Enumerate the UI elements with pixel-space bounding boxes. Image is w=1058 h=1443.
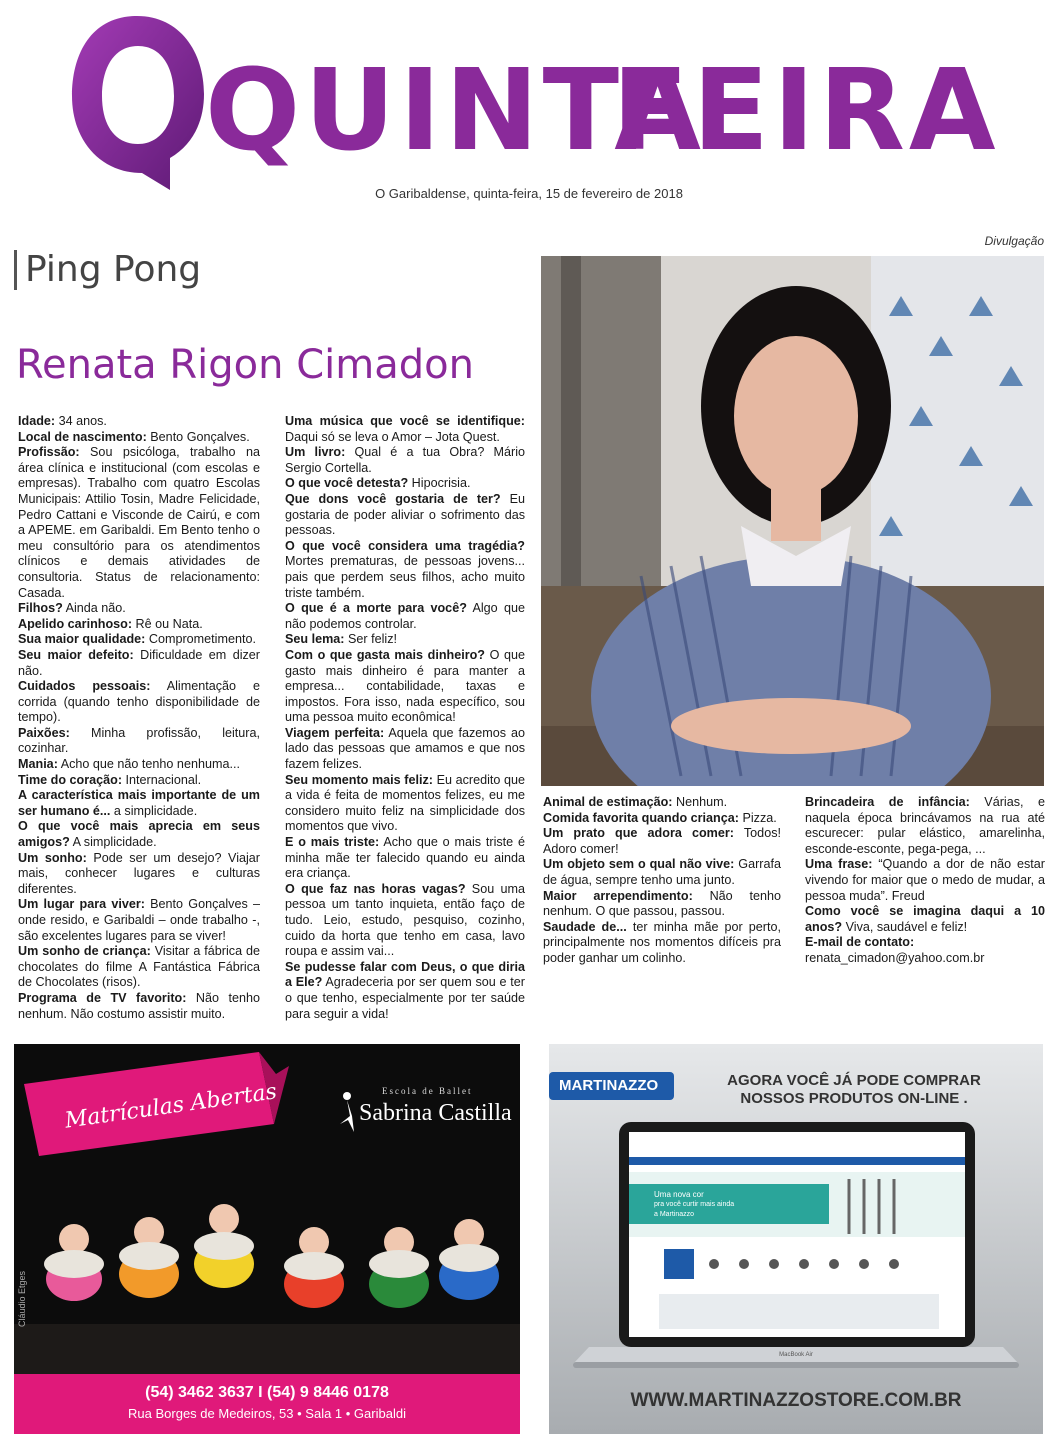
qa-question: Saudade de... bbox=[543, 919, 627, 934]
qa-answer: Todos! Adoro comer! bbox=[543, 826, 781, 856]
qa-answer: Não tenho nenhum. O que passou, passou. bbox=[543, 888, 781, 919]
section-title: Ping Pong bbox=[14, 250, 201, 290]
qa-question: Seu maior defeito: bbox=[18, 647, 134, 662]
qa-question: E-mail de contato: bbox=[805, 935, 915, 950]
qa-answer: O que gasto mais dinheiro é para manter a empresa... contabilidade, taxas e impostos. Fora isso, nada específico, sou uma pessoa muito econômica! bbox=[285, 647, 525, 725]
qa-question: Time do coração: bbox=[18, 772, 123, 787]
article-column-4 bbox=[805, 795, 1045, 967]
martinazzo-url-link[interactable]: WWW.MARTINAZZOSTORE.COM.BR bbox=[630, 1390, 962, 1411]
qa-answer: Algo que não podemos controlar. bbox=[285, 601, 525, 631]
qa-question: Programa de TV favorito: bbox=[18, 990, 187, 1005]
article-column-2 bbox=[285, 414, 525, 1022]
article-column-3 bbox=[543, 795, 781, 967]
qa-answer: Mortes prematuras, de pessoas jovens... pais que perdem seus filhos, acho muito triste também. bbox=[285, 554, 525, 600]
martinazzo-brand: MARTINAZZO bbox=[559, 1077, 659, 1094]
qa-question: Filhos? bbox=[18, 601, 63, 616]
qa-question: Maior arrependimento: bbox=[543, 888, 693, 903]
ballet-ad-school-small: Escola de Ballet bbox=[382, 1086, 473, 1096]
ballet-ad-school-name: Sabrina Castilla bbox=[359, 1100, 512, 1126]
qa-question: Um sonho: bbox=[18, 850, 87, 865]
qa-question: O que você considera uma tragédia? bbox=[285, 538, 525, 553]
qa-answer: Alimentação e corrida (quando tenho disponibilidade de tempo). bbox=[18, 679, 260, 725]
qa-answer: Acho que não tenho nenhuma... bbox=[57, 757, 240, 772]
qa-question: Um lugar para viver: bbox=[18, 897, 145, 912]
qa-answer: Agradeceria por ser quem sou e ter o que tenho, especialmente por ter saúde para seguir a vida! bbox=[285, 975, 525, 1021]
qa-question: Idade: bbox=[18, 414, 56, 428]
qa-answer: Sou psicóloga, trabalho na área clínica e institucional (com escolas e empresas). Trabalho com quatro Escolas Municipais: Attilio Tosin, Madre Felicidade, Pedro Cattani e Visconde de Cairú, e com a APEME. em Garibaldi. Em Bento tenho o meu consultório para os atendimentos clínicos e demais atividades de consultoria. Status de relacionamento: Casada. bbox=[18, 445, 260, 600]
qa-question: Se pudesse falar com Deus, o que diria a Ele? bbox=[285, 959, 525, 990]
qa-answer: Eu gostaria de poder aliviar o sofrimento das pessoas. bbox=[285, 491, 525, 538]
qa-question: Sua maior qualidade: bbox=[18, 632, 146, 647]
qa-question: Profissão: bbox=[18, 445, 80, 460]
ballet-ad-photo-credit: Cláudio Etges bbox=[17, 1270, 28, 1328]
qa-question: Um sonho de criança: bbox=[18, 944, 151, 959]
ballet-ad-banner: Matrículas Abertas bbox=[63, 1079, 279, 1134]
qa-question: Animal de estimação: bbox=[543, 795, 673, 809]
qa-answer: Internacional. bbox=[122, 772, 202, 787]
qa-answer: Rê ou Nata. bbox=[132, 616, 203, 631]
qa-answer: Ainda não. bbox=[62, 601, 126, 616]
masthead-word-feira: FEIRA bbox=[612, 46, 1000, 176]
interviewee-photo bbox=[541, 256, 1044, 786]
martinazzo-headline-1: AGORA VOCÊ JÁ PODE COMPRAR bbox=[727, 1072, 981, 1089]
qa-answer: a simplicidade. bbox=[110, 803, 198, 818]
contact-email[interactable]: renata_cimadon@yahoo.com.br bbox=[805, 950, 985, 965]
article-column-1 bbox=[18, 414, 260, 1022]
qa-answer: ter minha mãe por perto, principalmente nos momentos difíceis pra poder ganhar um colinho. bbox=[543, 919, 782, 965]
ballet-ad-phones[interactable]: (54) 3462 3637 I (54) 9 8446 0178 bbox=[145, 1384, 389, 1401]
qa-answer: 34 anos. bbox=[55, 414, 107, 428]
qa-answer: Nenhum. bbox=[672, 795, 728, 809]
qa-answer: Minha profissão, leitura, cozinhar. bbox=[18, 725, 260, 756]
qa-question: Comida favorita quando criança: bbox=[543, 810, 739, 825]
qa-question: Apelido carinhoso: bbox=[18, 616, 133, 631]
qa-answer: Qual é a tua Obra? Mário Sergio Cortella. bbox=[285, 445, 525, 475]
qa-answer: Pizza. bbox=[738, 810, 777, 825]
qa-question: Local de nascimento: bbox=[18, 429, 147, 444]
qa-answer: Acho que o mais triste é minha mãe ter falecido quando eu ainda era criança. bbox=[285, 835, 525, 881]
qa-question: Que dons você gostaria de ter? bbox=[285, 491, 501, 506]
qa-answer: Visitar a fábrica de chocolates do filme A Fantástica Fábrica de Chocolates (risos). bbox=[18, 944, 260, 990]
masthead bbox=[0, 0, 1058, 215]
qa-question: Um livro: bbox=[285, 445, 346, 460]
martinazzo-screen-slogan-3: a Martinazzo bbox=[654, 1211, 695, 1218]
qa-answer: Não tenho nenhum. Não costumo assistir muito. bbox=[18, 990, 260, 1021]
qa-question: O que faz nas horas vagas? bbox=[285, 881, 466, 896]
masthead-word-quinta: QUINTA bbox=[205, 46, 705, 176]
qa-question: Mania: bbox=[18, 757, 58, 772]
qa-answer: Hipocrisia. bbox=[408, 476, 471, 491]
martinazzo-laptop-label: MacBook Air bbox=[779, 1352, 813, 1358]
qa-question: O que você detesta? bbox=[285, 476, 409, 491]
qa-question: Seu momento mais feliz: bbox=[285, 772, 433, 787]
qa-answer: Garrafa de água, sempre tenho uma junto. bbox=[543, 857, 781, 887]
dateline: O Garibaldense, quinta-feira, 15 de fevereiro de 2018 bbox=[375, 186, 683, 201]
qa-question: O que é a morte para você? bbox=[285, 601, 467, 616]
qa-answer: Viva, saudável e feliz! bbox=[842, 919, 968, 934]
qa-answer: Bento Gonçalves. bbox=[146, 429, 250, 444]
qa-question: O que você mais aprecia em seus amigos? bbox=[18, 819, 260, 850]
interviewee-name: Renata Rigon Cimadon bbox=[16, 342, 474, 388]
qa-answer: Eu acredito que a vida é feita de momentos felizes, eu me considero muito feliz na simplicidade dos momentos que vivo. bbox=[285, 772, 525, 834]
martinazzo-screen-slogan-2: pra você curtir mais ainda bbox=[654, 1201, 735, 1208]
qa-question: Paixões: bbox=[18, 725, 70, 740]
qa-answer: “Quando a dor de não estar vivendo for maior que o medo de mudar, a pessoa muda”. Freud bbox=[805, 857, 1045, 903]
martinazzo-headline-2: NOSSOS PRODUTOS ON-LINE . bbox=[740, 1090, 968, 1107]
qa-answer: Daqui só se leva o Amor – Jota Quest. bbox=[285, 429, 500, 444]
qa-answer: Sou uma pessoa um tanto inquieta, então faço de tudo. Leio, estudo, pesquiso, cozinho, cuido da horta que tenho em casa, lavo roupa e assim vai... bbox=[285, 881, 525, 959]
qa-answer: Várias, e naquela época brincávamos na rua até escurecer: pular elástico, amarelinha, esconde-esconte, pega-pega, ... bbox=[805, 795, 1046, 856]
qa-question: Um prato que adora comer: bbox=[543, 826, 734, 841]
qa-answer: Ser feliz! bbox=[344, 632, 397, 647]
qa-question: Um objeto sem o qual não vive: bbox=[543, 857, 735, 872]
qa-question: Brincadeira de infância: bbox=[805, 795, 970, 809]
qa-question: Viagem perfeita: bbox=[285, 725, 385, 740]
martinazzo-ad[interactable] bbox=[549, 1044, 1043, 1434]
qa-answer: Pode ser um desejo? Viajar mais, conhecer lugares e culturas diferentes. bbox=[18, 850, 261, 896]
qa-answer: Comprometimento. bbox=[145, 632, 256, 647]
qa-answer: Bento Gonçalves – onde resido, e Garibaldi – onde trabalho -, são excelentes lugares para se viver! bbox=[18, 897, 260, 943]
qa-answer: A simplicidade. bbox=[69, 835, 157, 850]
ballet-school-ad[interactable] bbox=[14, 1044, 520, 1434]
ballet-ad-address: Rua Borges de Medeiros, 53 • Sala 1 • Garibaldi bbox=[128, 1406, 406, 1421]
qa-answer: Dificuldade em dizer não. bbox=[18, 647, 260, 678]
masthead-q-logo bbox=[62, 8, 212, 193]
qa-question: A característica mais importante de um ser humano é... bbox=[18, 788, 260, 818]
qa-answer: Aquela que fazemos ao lado das pessoas que amamos e que nos fazem felizes. bbox=[285, 725, 525, 772]
qa-question: Como você se imagina daqui a 10 anos? bbox=[805, 904, 1045, 934]
photo-credit: Divulgação bbox=[984, 234, 1044, 248]
qa-question: Cuidados pessoais: bbox=[18, 679, 151, 694]
martinazzo-screen-slogan-1: Uma nova cor bbox=[654, 1190, 704, 1199]
qa-question: Uma frase: bbox=[805, 857, 873, 872]
qa-question: Com o que gasta mais dinheiro? bbox=[285, 647, 485, 662]
qa-question: Seu lema: bbox=[285, 632, 345, 647]
qa-question: Uma música que você se identifique: bbox=[285, 414, 525, 428]
qa-question: E o mais triste: bbox=[285, 835, 380, 850]
